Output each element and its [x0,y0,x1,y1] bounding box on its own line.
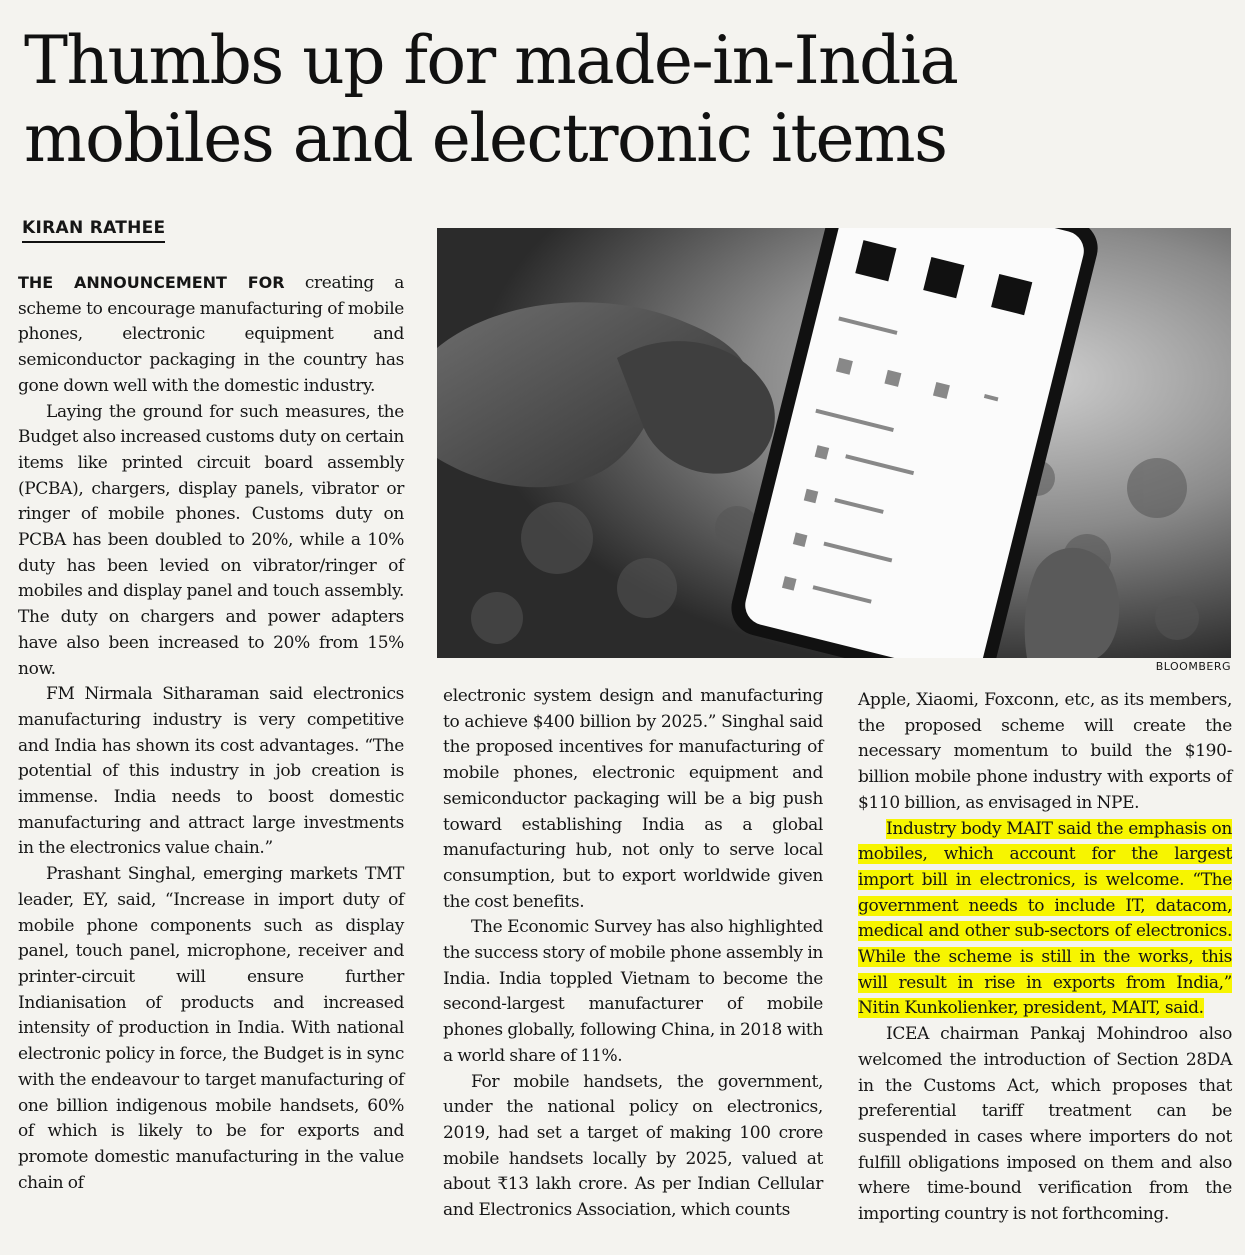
paragraph: FM Nirmala Sitharaman said electronics manufacturing industry is very competitive and India has shown its cost advantages. “The potential of this industry in job creation is immense. India needs to boost domestic manufacturing and attract large investments in the electronics value chain.” [18,684,404,859]
article-column-3 [858,688,1232,1228]
paragraph: Prashant Singhal, emerging markets TMT leader, EY, said, “Increase in import duty of mobile phone components such as display panel, touch panel, microphone, receiver and printer-circuit will ensure further Indianisation of products and increased intensity of production in India. With national electronic policy in force, the Budget is in sync with the endeavour to target manufacturing of one billion indigenous mobile handsets, 60% of which is likely to be for exports and promote domestic manufacturing in the value chain of [18,864,404,1193]
paragraph: Laying the ground for such measures, the Budget also increased customs duty on certain items like printed circuit board assembly (PCBA), chargers, display panels, vibrator or ringer of mobile phones. Customs duty on PCBA has been doubled to 20%, while a 10% duty has been levied on vibrator/ringer of mobiles and display panel and touch assembly. The duty on chargers and power adapters have also been increased to 20% from 15% now. [18,401,404,679]
paragraph: ICEA chairman Pankaj Mohindroo also welcomed the introduction of Section 28DA in the Customs Act, which proposes that preferential tariff treatment can be suspended in cases where importers do not fulfill obligations imposed on them and also where time-bound verification from the importing country is not forthcoming. [858,1024,1232,1225]
paragraph: Apple, Xiaomi, Foxconn, etc, as its members, the proposed scheme will create the necessary momentum to build the $190-billion mobile phone industry with exports of $110 billion, as envisaged in NPE. [858,690,1232,813]
highlight-mark: Industry body MAIT said the emphasis on mobiles, which account for the largest import bill in electronics, is welcome. “The government needs to include IT, datacom, medical and other sub-sectors of electronics. While the scheme is still in the works, this will result in rise in exports from India,” Nitin Kunkolienker, president, MAIT, said. [858,818,1232,1019]
phone-in-hand-photo [437,228,1231,658]
article-photo [437,228,1231,658]
paragraph: For mobile handsets, the government, under the national policy on electronics, 2019, had set a target of making 100 crore mobile handsets locally by 2025, valued at about ₹13 lakh crore. As per Indian Cellular and Electronics Association, which counts [443,1071,823,1221]
headline: Thumbs up for made-in-India mobiles and electronic items [24,22,958,177]
lead-in: THE ANNOUNCEMENT FOR [18,273,285,292]
paragraph-text: creating a scheme to encourage manufacturing of mobile phones, electronic equipment and semiconductor packaging in the country has gone down well with the domestic industry. [18,273,404,396]
photo-credit: BLOOMBERG [1155,660,1231,673]
paragraph: electronic system design and manufacturing to achieve $400 billion by 2025.” Singhal said the proposed incentives for manufacturing of mobile phones, electronic equipment and semiconductor packaging will be a big push toward establishing India as a global manufacturing hub, not only to serve local consumption, but to export worldwide given the cost benefits. [443,686,823,912]
paragraph [18,270,404,400]
article-column-1 [18,270,404,1196]
highlighted-paragraph [858,817,1232,1023]
article-column-2 [443,684,823,1224]
byline: KIRAN RATHEE [22,218,165,243]
paragraph: The Economic Survey has also highlighted the success story of mobile phone assembly in India. India toppled Vietnam to become the second-largest manufacturer of mobile phones globally, following China, in 2018 with a world share of 11%. [443,917,824,1066]
